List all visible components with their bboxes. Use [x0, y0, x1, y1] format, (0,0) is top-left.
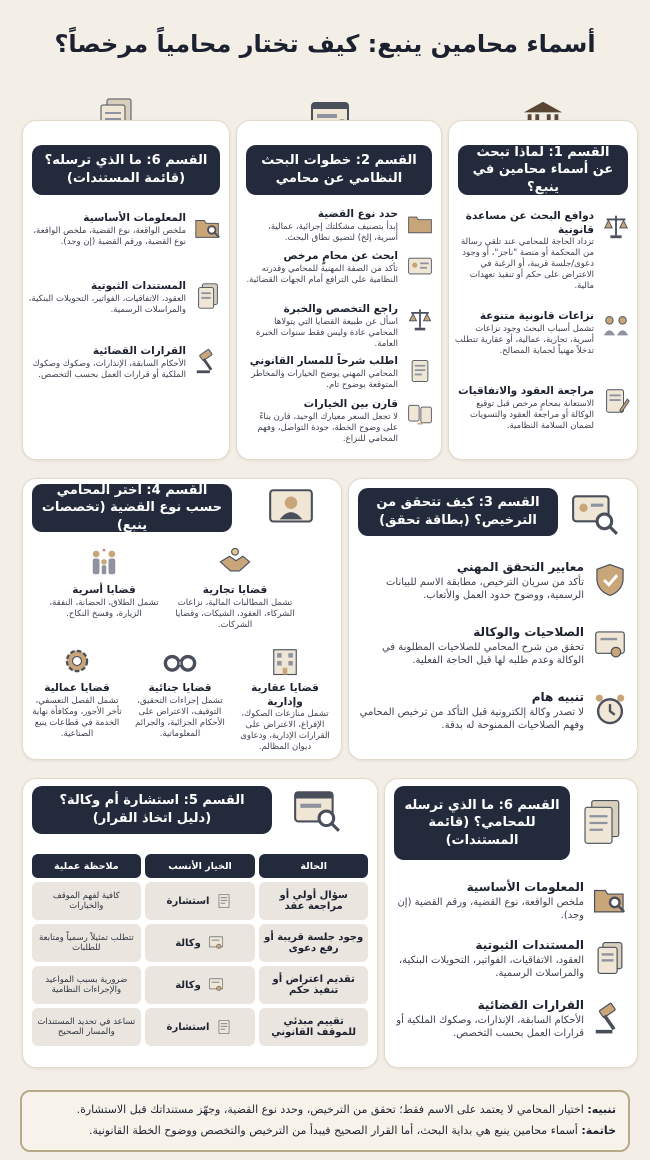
- decision-table: [28, 850, 372, 1050]
- section4-item-commercial: [170, 544, 300, 631]
- item-desc: تأكد من الصفة المهنية للمحامي وقدرته النظامية على الترافع أمام الجهات القضائية.: [246, 263, 398, 285]
- alarm-clock-icon: [590, 690, 630, 730]
- item-desc: تشمل إجراءات التحقيق، التوقيف، الاعتراض على الأحكام الجزائية، والجرائم المعلوماتية.: [135, 695, 225, 739]
- id-card-search-icon: [568, 486, 622, 540]
- item-desc: لا تصدر وكالة إلكترونية قبل التأكد من ترخيص المحامي وفهم الصلاحيات الممنوحة له بدقة.: [359, 706, 584, 731]
- item-title: معايير التحقق المهني: [456, 560, 584, 574]
- compare-docs-icon: [404, 398, 436, 430]
- item-desc: إبدأ بتصنيف مشكلتك إجرائية، عمالية، أسرية، إلخ) لتضيق نطاق البحث.: [268, 221, 398, 243]
- item-desc: لا تجعل السعر معيارك الوحيد، قارن بناءً على وضوح الخطة، جودة التواصل، وفهم المحامي للنزاع.: [257, 411, 398, 444]
- section2-item-2: [242, 250, 436, 286]
- item-title: قضايا أسرية: [72, 584, 136, 596]
- section5-title: القسم 5: استشارة أم وكالة؟ (دليل اتخاذ القرار): [32, 786, 272, 834]
- note-label: تنبيه:: [587, 1103, 616, 1116]
- table-row: [32, 882, 368, 920]
- footer-conclusion: [34, 1121, 616, 1142]
- choice-label: استشارة: [166, 1021, 210, 1033]
- section2-item-1: [242, 208, 436, 244]
- table-cell-choice: [145, 966, 256, 1004]
- item-title: قضايا تجارية: [202, 584, 268, 596]
- section4-item-realestate: [234, 642, 336, 753]
- item-title: دوافع البحث عن مساعدة قانونية: [465, 210, 594, 236]
- scales-icon: [404, 303, 436, 335]
- table-cell-choice: [145, 924, 256, 962]
- section1-item-3: [454, 385, 632, 432]
- choice-label: وكالة: [175, 979, 201, 991]
- item-title: قارن بين الخيارات: [303, 398, 398, 410]
- section6b-title: القسم 6: ما الذي ترسله للمحامي؟ (قائمة المستندات): [394, 786, 570, 860]
- item-title: المعلومات الأساسية: [83, 212, 186, 224]
- section3-title: القسم 3: كيف تتحقق من الترخيص؟ (بطاقة تحقق): [358, 488, 558, 536]
- section1-item-2: [454, 310, 632, 357]
- item-desc: تشمل أسباب البحث وجود نزاعات أسرية، تجارية، عمالية، أو عقارية تتطلب تدخلاً مهنياً لحماية المصالح.: [454, 323, 594, 356]
- section2-item-3: [242, 303, 436, 350]
- section6b-item-3: [392, 998, 630, 1040]
- item-desc: ملخص الواقعة، نوع القضية، ورقم القضية (إن وجد).: [397, 896, 584, 921]
- scales-icon: [600, 210, 632, 242]
- item-title: قضايا جنائية: [148, 682, 212, 694]
- folder-search-icon: [192, 212, 224, 244]
- item-title: نزاعات قانونية متنوعة: [479, 310, 594, 322]
- page-title: أسماء محامين ينبع: كيف تختار محامياً مرخصاً؟: [54, 30, 596, 58]
- item-title: ابحث عن محامٍ مرخص: [283, 250, 398, 262]
- item-title: قضايا عمالية: [44, 682, 110, 694]
- document-icon: [215, 1018, 233, 1036]
- section6a-item-3: [28, 345, 224, 381]
- item-title: قضايا عقارية وإدارية: [251, 682, 319, 708]
- item-title: الصلاحيات والوكالة: [473, 625, 584, 639]
- item-title: القرارات القضائية: [477, 998, 584, 1012]
- table-header: ملاحظة عملية: [32, 854, 141, 878]
- table-header: الخيار الأنسب: [145, 854, 256, 878]
- gavel-icon: [590, 998, 630, 1038]
- table-cell-case: وجود جلسة قريبة أو رفع دعوى: [259, 924, 368, 962]
- item-title: راجع التخصص والخبرة: [283, 303, 398, 315]
- item-title: حدد نوع القضية: [317, 208, 398, 220]
- table-cell-choice: [145, 882, 256, 920]
- papers-icon: [574, 794, 632, 852]
- section2-title: القسم 2: خطوات البحث النظامي عن محامي: [246, 145, 432, 195]
- contract-pen-icon: [600, 385, 632, 417]
- item-desc: المحامي المهني يوضح الخيارات والمخاطر المتوقعة بوضوح تام.: [251, 368, 398, 390]
- item-desc: تشمل الفصل التعسفي، تأخر الأجور، ومكافأة نهاية الخدمة في قطاعات ينبع الصناعية.: [32, 695, 122, 739]
- table-row: [32, 1008, 368, 1046]
- browser-search-icon: [290, 784, 344, 838]
- section4-item-criminal: [130, 642, 230, 740]
- item-title: المستندات الثبوتية: [475, 938, 584, 952]
- documents-stack-icon: [590, 938, 630, 978]
- table-cell-case: تقييم مبدئي للموقف القانوني: [259, 1008, 368, 1046]
- item-desc: تزداد الحاجة للمحامي عند تلقي رسالة من المحكمة أو منصة "ناجز"، أو وجود دعوى/جلسة قريبة، أو الرغبة في الاعتراض على حكم أو تنفيذ تعهدات مالية.: [461, 237, 594, 292]
- item-title: اطلب شرحاً للمسار القانوني: [249, 355, 398, 367]
- section3-item-2: [356, 625, 630, 667]
- item-desc: الاستعانة بمحامٍ مرخص قبل توقيع الوكالة أو مراجعة العقود والتسويات لضمان السلامة النظامية.: [470, 398, 594, 431]
- item-title: المستندات الثبوتية: [90, 280, 186, 292]
- handcuffs-icon: [130, 642, 230, 680]
- handshake-coins-icon: [170, 544, 300, 582]
- item-desc: تحقق من شرح المحامي للصلاحيات المطلوبة في الوكالة وعدم طلبه لها قبل الحاجة الفعلية.: [381, 641, 584, 666]
- item-title: تنبيه هام: [531, 690, 584, 704]
- section1-item-1: [454, 210, 632, 293]
- section3-item-1: [356, 560, 630, 602]
- table-header: الحالة: [259, 854, 368, 878]
- folder-icon: [404, 208, 436, 240]
- item-desc: الأحكام السابقة، الإنذارات، وصكوك وصكوك الملكية أو قرارات العمل بحسب التخصص.: [32, 358, 186, 380]
- table-cell-case: سؤال أولي أو مراجعة عقد: [259, 882, 368, 920]
- table-cell-choice: [145, 1008, 256, 1046]
- choice-label: استشارة: [166, 895, 210, 907]
- id-card-icon: [404, 250, 436, 282]
- table-row: [32, 966, 368, 1004]
- item-desc: اسأل عن طبيعة القضايا التي يتولاها المحامي عادة وليس فقط سنوات الخبرة العامة.: [255, 316, 398, 349]
- table-cell-note: تتطلب تمثيلاً رسمياً ومتابعة للطلبات: [32, 924, 141, 962]
- gear-icon: [28, 642, 126, 680]
- section4-title: القسم 4: اختر المحامي حسب نوع القضية (تخصصات ينبع): [32, 484, 232, 532]
- item-desc: العقود، الاتفاقيات، الفواتير، التحويلات البنكية، والمراسلات الرسمية.: [398, 954, 584, 979]
- certificate-icon: [590, 625, 630, 665]
- section6a-title: القسم 6: ما الذي ترسله؟ (قائمة المستندات): [32, 145, 220, 195]
- item-desc: ملخص الواقعة، نوع القضية، ملخص الواقعة، نوع القضية، ورقم القضية (إن وجد).: [33, 225, 186, 247]
- conclusion-label: خاتمة:: [581, 1123, 616, 1137]
- choice-label: وكالة: [175, 937, 201, 949]
- certificate-icon: [207, 976, 225, 994]
- family-icon: [42, 544, 166, 582]
- table-cell-note: ضرورية بسبب المواعيد والإجراءات النظامية: [32, 966, 141, 1004]
- item-desc: تشمل المطالبات المالية، نزاعات الشركاء، العقود، الشيكات، وقضايا الشركات.: [175, 597, 295, 630]
- document-icon: [215, 892, 233, 910]
- documents-stack-icon: [192, 280, 224, 312]
- section3-item-3: [356, 690, 630, 732]
- item-desc: تشمل الطلاق، الحضانة، النفقة، الزيارة، وفسخ النكاح.: [49, 597, 159, 619]
- folder-search-icon: [590, 880, 630, 920]
- footer-note: [34, 1100, 616, 1121]
- item-desc: العقود، الاتفاقيات، الفواتير، التحويلات البنكية، والمراسلات الرسمية.: [28, 293, 186, 315]
- item-desc: الأحكام السابقة، الإنذارات، وصكوك الملكية أو قرارات العمل بحسب التخصص.: [396, 1014, 584, 1039]
- item-title: المعلومات الأساسية: [466, 880, 584, 894]
- section6b-item-2: [392, 938, 630, 980]
- building-icon: [234, 642, 336, 680]
- table-cell-note: تساعد في تحديد المستندات والمسار الصحيح: [32, 1008, 141, 1046]
- shield-check-icon: [590, 560, 630, 600]
- document-icon: [404, 355, 436, 387]
- item-title: مراجعة العقود والاتفاقيات: [458, 385, 594, 397]
- table-cell-note: كافية لفهم الموقف والخيارات: [32, 882, 141, 920]
- gavel-icon: [192, 345, 224, 377]
- section1-title: القسم 1: لماذا تبحث عن أسماء محامين في ينبع؟: [458, 145, 628, 195]
- section4-item-labor: [28, 642, 126, 740]
- conclusion-text: أسماء محامين ينبع هي بداية البحث، أما القرار الصحيح فيبدأ من الترخيص والتخصص ووضوح الخطة القانونية.: [89, 1123, 578, 1137]
- table-row: [32, 924, 368, 962]
- item-title: القرارات القضائية: [92, 345, 186, 357]
- section6a-item-1: [28, 212, 224, 248]
- section6a-item-2: [28, 280, 224, 316]
- people-dispute-icon: [600, 310, 632, 342]
- item-desc: تشمل منازعات الصكوك، الإفراغ، الاعتراض على القرارات الإدارية، ودعاوى ديوان المظالم.: [240, 709, 330, 753]
- section2-item-4: [242, 355, 436, 391]
- footer-note-box: [20, 1090, 630, 1152]
- table-cell-case: تقديم اعتراض أو تنفيذ حكم: [259, 966, 368, 1004]
- section2-item-5: [242, 398, 436, 445]
- certificate-icon: [207, 934, 225, 952]
- lawyer-screen-icon: [264, 482, 318, 536]
- item-desc: تأكد من سريان الترخيص، مطابقة الاسم للبيانات الرسمية، ووضوح حدود العمل والأتعاب.: [386, 576, 584, 601]
- section6b-item-1: [392, 880, 630, 922]
- note-text: اختيار المحامي لا يعتمد على الاسم فقط؛ تحقق من الترخيص، وحدد نوع القضية، وجهّز مستنداتك قبل الاستشارة.: [76, 1103, 584, 1116]
- section4-item-family: [42, 544, 166, 620]
